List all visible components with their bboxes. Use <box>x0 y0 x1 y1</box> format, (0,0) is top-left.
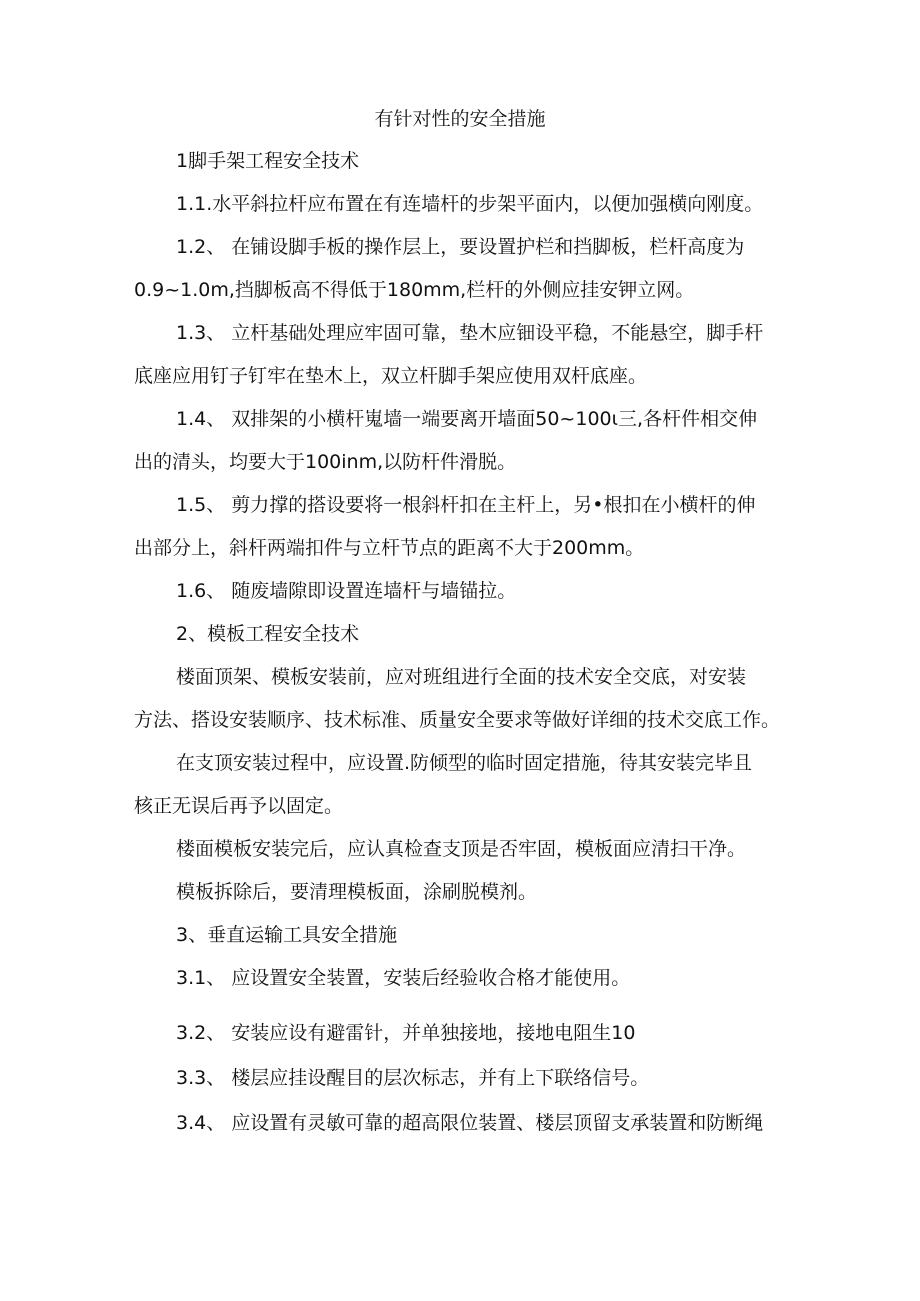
paragraph-line: 1.4、 双排架的小横杆嵬墙一端要离开墙面50~100ι三,各杆件相交伸 <box>176 408 758 430</box>
paragraph-line: 楼面顶架、模板安装前，应对班组进行全面的技术安全交底，对安装 <box>176 666 747 688</box>
section-heading-3: 3、垂直运输工具安全措施 <box>176 924 398 946</box>
paragraph-line: 底座应用钉子钉牢在垫木上，双立杆脚手架应使用双杆底座。 <box>134 365 648 387</box>
paragraph-line: 3.1、 应设置安全装置，安装后经验收合格才能使用。 <box>176 967 631 989</box>
paragraph-line: 1.3、 立杆基础处理应牢固可靠，垫木应钿设平稳，不能悬空，脚手杆 <box>176 322 764 344</box>
paragraph-line: 出部分上，斜杆两端扣件与立杆节点的距离不大于200mm。 <box>134 537 645 559</box>
paragraph-line: 核正无误后再予以固定。 <box>134 795 344 817</box>
paragraph-line: 楼面模板安装完后，应认真检查支顶是否牢固，模板面应清扫干净。 <box>176 838 747 860</box>
paragraph-line: 0.9~1.0m,挡脚板高不得低于180mm,栏杆的外侧应挂安钾立网。 <box>134 279 695 301</box>
paragraph-line: 1.2、 在铺设脚手板的操作层上，要设置护栏和挡脚板，栏杆高度为 <box>176 236 745 258</box>
section-heading-1: 1脚手架工程安全技术 <box>176 150 360 172</box>
paragraph-line: 1.1.水平斜拉杆应布置在有连墙杆的步架平面内，以便加强横向刚度。 <box>176 193 764 215</box>
paragraph-line: 1.5、 剪力撑的搭设要将一根斜杆扣在主杆上，另•根扣在小横杆的伸 <box>176 494 756 516</box>
paragraph-line: 3.3、 楼层应挂设醒目的层次标志，并有上下联络信号。 <box>176 1067 650 1089</box>
paragraph-line: 3.4、 应设置有灵敏可靠的超高限位装置、楼层顶留支承装置和防断绳 <box>176 1112 764 1134</box>
paragraph-line: 3.2、 安装应设有避雷针，并单独接地，接地电阻生10 <box>176 1022 636 1044</box>
paragraph-line: 方法、搭设安装顺序、技术标准、质量安全要求等做好详细的技术交底工作。 <box>134 709 781 731</box>
paragraph-line: 模板拆除后，要清理模板面，涂刷脱模剂。 <box>176 881 538 903</box>
paragraph-line: 在支顶安装过程中，应设置.防倾型的临时固定措施，待其安装完毕且 <box>176 752 753 774</box>
page-title: 有针对性的安全措施 <box>374 108 546 130</box>
section-heading-2: 2、模板工程安全技术 <box>176 623 360 645</box>
paragraph-line: 1.6、 随废墙隙即设置连墙杆与墙锚拉。 <box>176 580 517 602</box>
paragraph-line: 出的清头，均要大于100inm,以防杆件滑脱。 <box>134 451 517 473</box>
